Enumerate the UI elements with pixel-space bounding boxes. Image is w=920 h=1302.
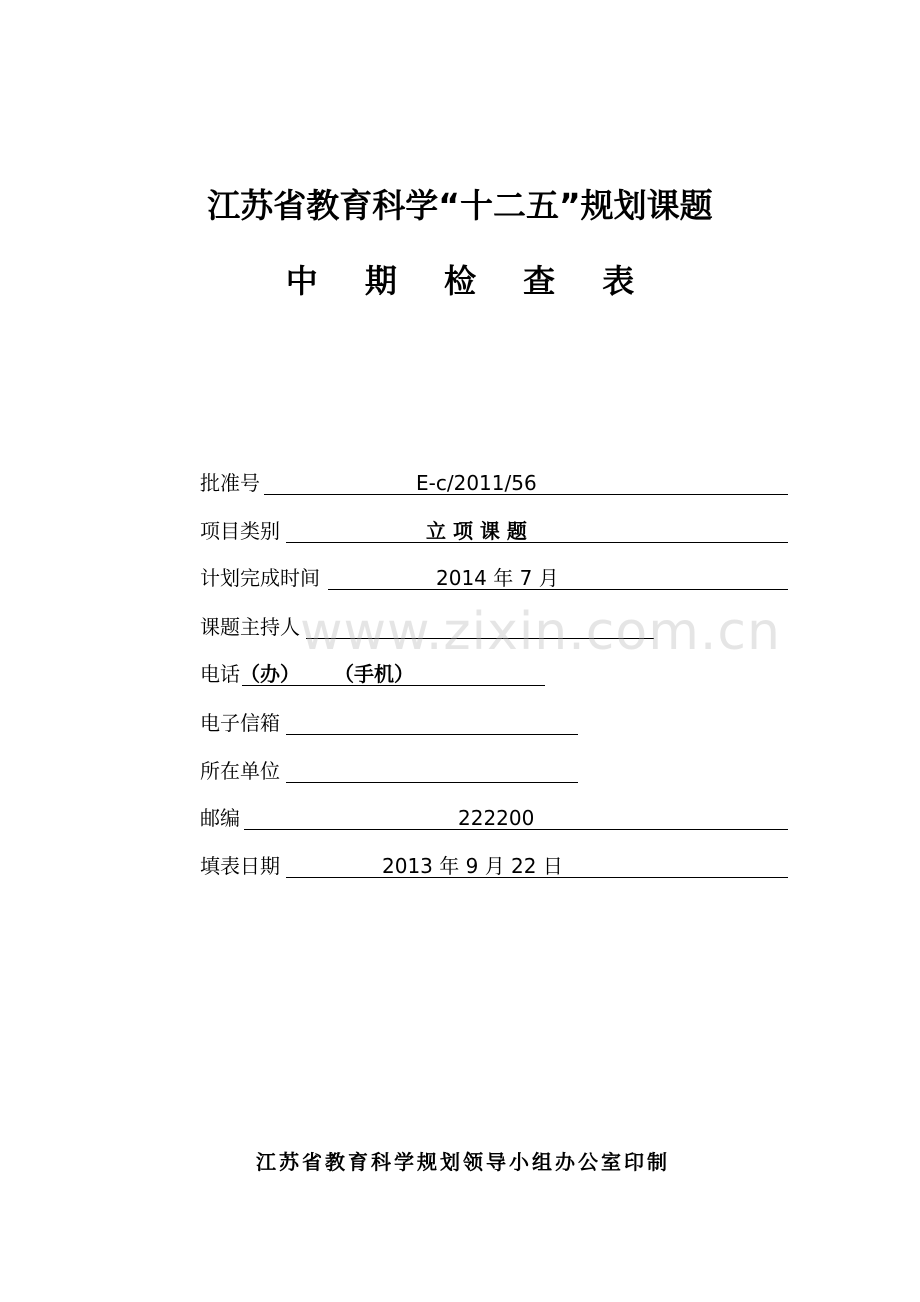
field-label: 批准号 (200, 471, 260, 495)
field-label: 计划完成时间 (200, 566, 320, 590)
underline (286, 782, 578, 783)
field-fill-date (200, 851, 790, 881)
phone-office-label: （办） (240, 662, 300, 686)
footer-issuer: 江苏省教育科学规划领导小组办公室印制 (256, 1150, 670, 1174)
field-label: 电话 (200, 662, 240, 686)
field-label: 电子信箱 (200, 711, 280, 735)
postcode-value: 222200 (458, 806, 535, 830)
field-project-category (200, 516, 790, 546)
field-phone (200, 659, 550, 689)
planned-completion-value: 2014 年 7 月 (436, 566, 559, 590)
underline (286, 542, 788, 543)
document-title: 江苏省教育科学“十二五”规划课题 (207, 186, 713, 225)
phone-mobile-label: （手机） (334, 662, 414, 686)
fill-date-value: 2013 年 9 月 22 日 (382, 854, 563, 878)
project-category-value: 立 项 课 题 (426, 519, 527, 543)
field-label: 填表日期 (200, 854, 280, 878)
field-label: 邮编 (200, 806, 240, 830)
approval-no-value: E-c/2011/56 (416, 471, 537, 495)
field-email (200, 708, 580, 738)
document-subtitle: 中 期 检 查 表 (285, 262, 653, 300)
underline (286, 734, 578, 735)
field-planned-completion (200, 563, 790, 593)
field-label: 所在单位 (200, 759, 280, 783)
field-label: 项目类别 (200, 519, 280, 543)
field-approval-no (200, 468, 790, 498)
watermark: www.zixin.com.cn (300, 602, 781, 662)
field-unit (200, 756, 580, 786)
field-postcode (200, 803, 790, 833)
field-label: 课题主持人 (200, 615, 300, 639)
